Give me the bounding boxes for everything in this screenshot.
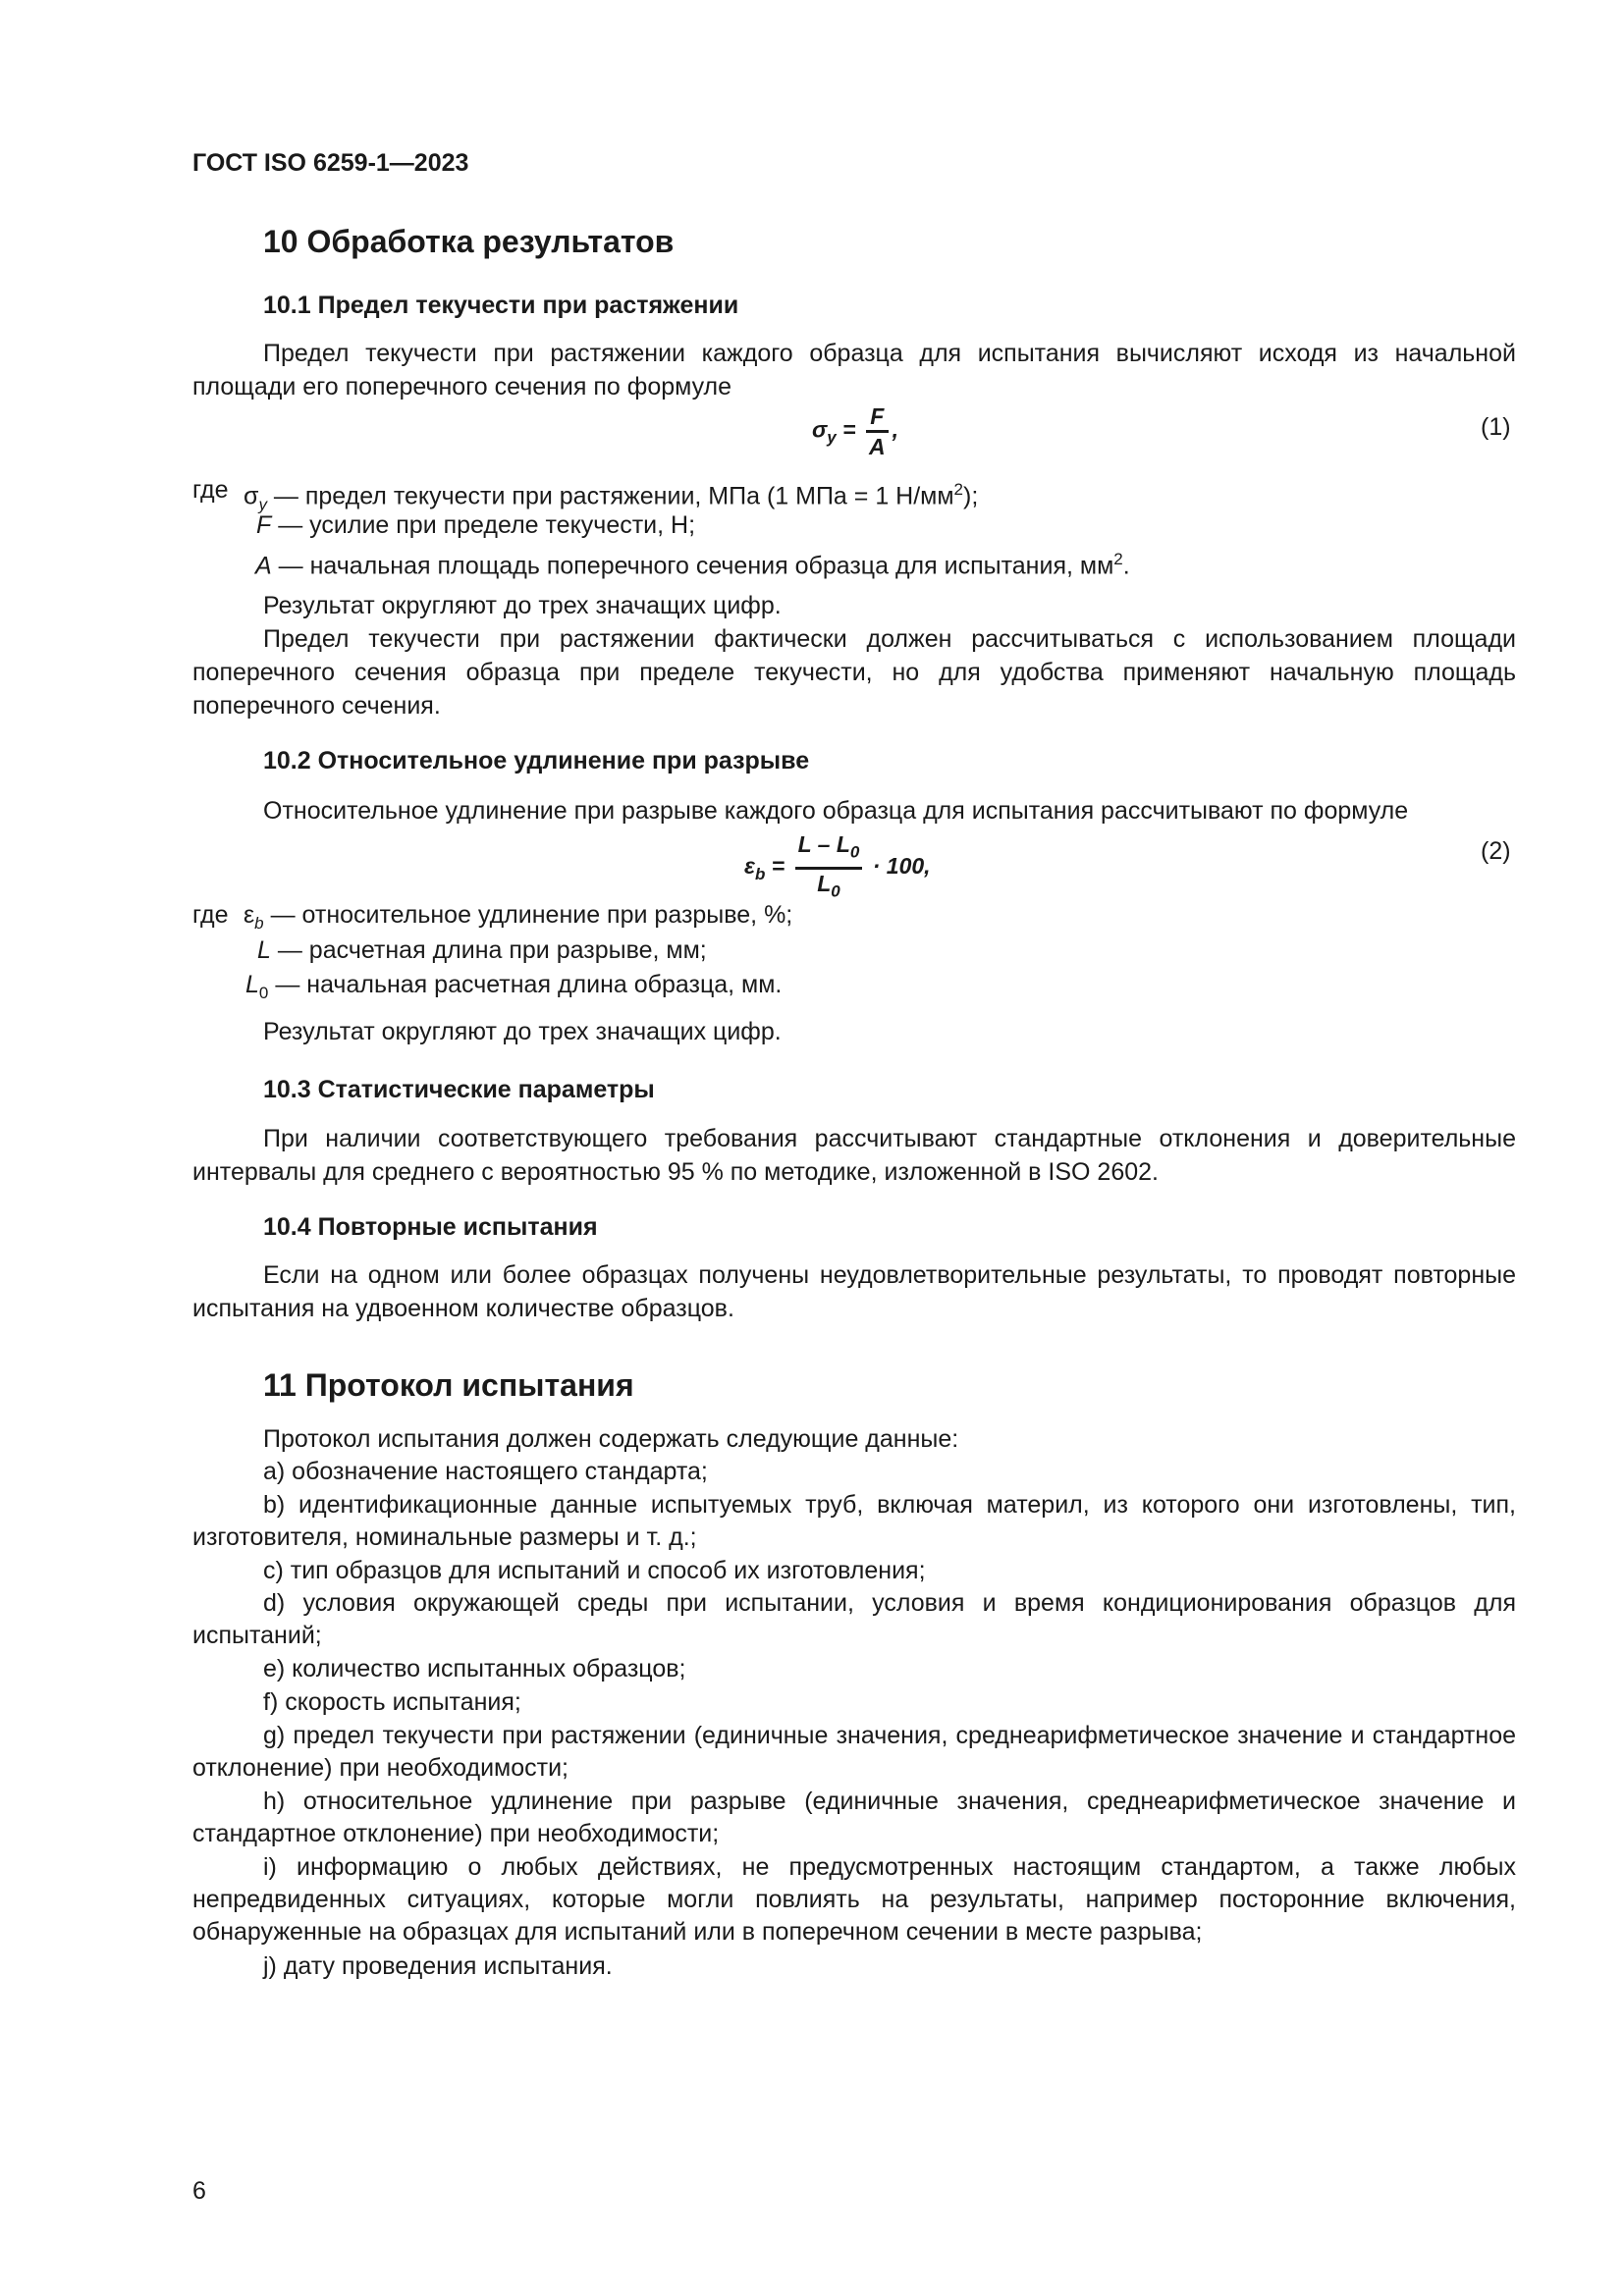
formula-2-lhs: ε bbox=[744, 853, 756, 880]
formula-1-lhs-sub: y bbox=[827, 428, 837, 448]
def-sup: 2 bbox=[953, 480, 964, 499]
definition-A bbox=[255, 543, 1130, 582]
list-item: a) обозначение настоящего стандарта; bbox=[263, 1458, 708, 1485]
subsection-10-1-title: 10.1 Предел текучести при растяжении bbox=[263, 292, 739, 319]
def-sym: ε bbox=[244, 901, 255, 929]
formula-1-numerator: F bbox=[866, 402, 889, 433]
def-sym-sub: b bbox=[254, 914, 264, 933]
section-11-title: 11 Протокол испытания bbox=[263, 1367, 634, 1403]
def-sym-sub: y bbox=[258, 495, 267, 514]
formula-2-denominator-text: L bbox=[817, 870, 832, 896]
equation-number-1: (1) bbox=[1481, 413, 1511, 441]
section-10-title: 10 Обработка результатов bbox=[263, 224, 675, 259]
page-number: 6 bbox=[192, 2177, 206, 2205]
formula-2-lhs-sub: b bbox=[755, 864, 766, 883]
def-text: — предел текучести при растяжении, МПа (1 МПа = 1 Н/мм bbox=[273, 482, 954, 510]
def-sym: L bbox=[257, 936, 271, 964]
def-end: . bbox=[1122, 552, 1130, 580]
formula-2-denominator-sub: 0 bbox=[831, 881, 840, 901]
formula-2-equals: = bbox=[771, 853, 785, 880]
section-11-intro: Протокол испытания должен содержать следующие данные: bbox=[263, 1425, 959, 1453]
definition-L0 bbox=[245, 968, 782, 1010]
where-label-1: где bbox=[192, 476, 229, 504]
formula-2-tail: · 100, bbox=[872, 853, 931, 880]
def-sym: σ bbox=[244, 482, 259, 510]
formula-1-denominator: A bbox=[868, 434, 886, 459]
def-text: — расчетная длина при разрыве, мм; bbox=[277, 936, 707, 964]
subsection-10-3-text: При наличии соответствующего требования рассчитывают стандартные отклонения и доверительные интервалы для среднего с вероятностью 95 % по методике, изложенной в ISO 2602. bbox=[192, 1125, 1516, 1186]
list-item: j) дату проведения испытания. bbox=[263, 1952, 613, 1980]
subsection-10-1-intro: Предел текучести при растяжении каждого образца для испытания вычисляют исходя из начальной площади его поперечного сечения по формуле bbox=[192, 340, 1516, 400]
list-item: g) предел текучести при растяжении (единичные значения, среднеарифметическое значение и стандартное отклонение) при необходимости; bbox=[192, 1722, 1516, 1782]
round-note-1: Результат округляют до трех значащих цифр. bbox=[263, 592, 782, 619]
subsection-10-1-note: Предел текучести при растяжении фактически должен рассчитываться с использованием площади поперечного сечения образца при пределе текучести, но для удобства применяют начальную площадь поперечного сечения. bbox=[192, 625, 1516, 720]
list-item: b) идентификационные данные испытуемых труб, включая материл, из которого они изготовлены, тип, изготовителя, номинальные размеры и т. д.; bbox=[192, 1491, 1516, 1551]
formula-2-fraction bbox=[795, 830, 863, 905]
def-text: — начальная площадь поперечного сечения образца для испытания, мм bbox=[278, 552, 1114, 580]
round-note-2: Результат округляют до трех значащих цифр. bbox=[263, 1018, 782, 1045]
def-sym: F bbox=[256, 511, 272, 539]
formula-1 bbox=[812, 402, 898, 460]
subsection-10-2-title: 10.2 Относительное удлинение при разрыве bbox=[263, 747, 810, 774]
formula-2-denominator bbox=[795, 870, 863, 906]
formula-2-numerator-text: L – L bbox=[797, 831, 850, 857]
formula-1-lhs: σ bbox=[812, 416, 828, 443]
def-sym: L bbox=[245, 971, 259, 998]
list-item: e) количество испытанных образцов; bbox=[263, 1655, 686, 1682]
standard-code: ГОСТ ISO 6259-1—2023 bbox=[192, 149, 469, 177]
def-sup: 2 bbox=[1113, 550, 1123, 568]
definition-F bbox=[256, 508, 695, 542]
subsection-10-4-text: Если на одном или более образцах получены неудовлетворительные результаты, то проводят повторные испытания на удвоенном количестве образцов. bbox=[192, 1261, 1516, 1322]
list-item: i) информацию о любых действиях, не предусмотренных настоящим стандартом, а также любых непредвиденных ситуациях, которые могли повлиять на результаты, например посторонние включения, обнаруженные на образцах для испытаний или в поперечном сечении в месте разрыва; bbox=[192, 1853, 1516, 1946]
formula-1-tail: , bbox=[892, 416, 898, 443]
subsection-10-3-title: 10.3 Статистические параметры bbox=[263, 1076, 655, 1103]
def-text: — усилие при пределе текучести, Н; bbox=[278, 511, 696, 539]
formula-1-equals: = bbox=[842, 416, 856, 443]
subsection-10-2-intro: Относительное удлинение при разрыве каждого образца для испытания рассчитывают по формуле bbox=[263, 797, 1409, 825]
equation-number-2: (2) bbox=[1481, 837, 1511, 865]
formula-2 bbox=[744, 830, 931, 905]
def-sym-sub: 0 bbox=[258, 984, 269, 1002]
list-item: f) скорость испытания; bbox=[263, 1688, 521, 1716]
list-item: c) тип образцов для испытаний и способ их изготовления; bbox=[263, 1557, 926, 1584]
formula-2-numerator bbox=[795, 830, 863, 870]
where-label-2: где bbox=[192, 901, 229, 929]
def-text: — начальная расчетная длина образца, мм. bbox=[275, 971, 783, 998]
def-text: — относительное удлинение при разрыве, %; bbox=[270, 901, 793, 929]
list-item: h) относительное удлинение при разрыве (единичные значения, среднеарифметическое значение и стандартное отклонение) при необходимости; bbox=[192, 1788, 1516, 1847]
formula-2-numerator-sub: 0 bbox=[849, 842, 860, 862]
subsection-10-4-title: 10.4 Повторные испытания bbox=[263, 1213, 598, 1241]
list-item: d) условия окружающей среды при испытании, условия и время кондиционирования образцов для испытаний; bbox=[192, 1589, 1516, 1649]
def-end: ); bbox=[963, 482, 979, 510]
formula-1-fraction bbox=[866, 402, 889, 460]
definition-L bbox=[257, 934, 707, 967]
def-sym: A bbox=[255, 552, 272, 580]
